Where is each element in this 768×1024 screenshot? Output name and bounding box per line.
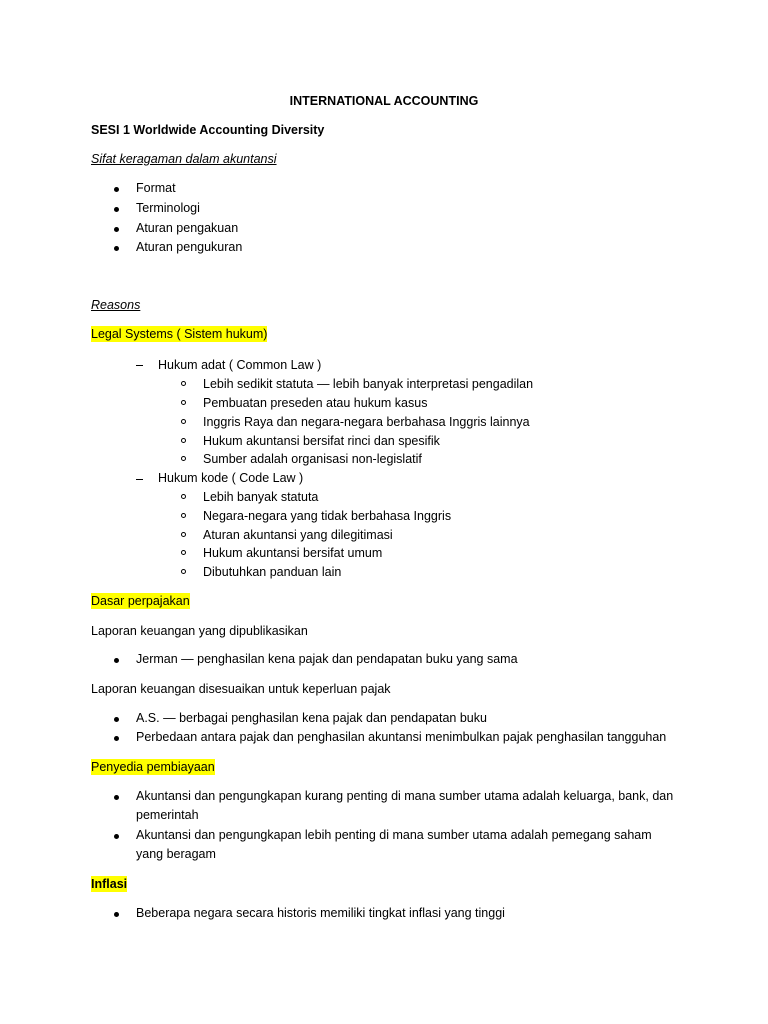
bullet-icon: [114, 655, 122, 663]
circle-bullet-icon: [181, 565, 189, 573]
diversity-heading: Sifat keragaman dalam akuntansi: [91, 152, 277, 166]
adjusted-label: Laporan keuangan disesuaikan untuk keperluan pajak: [91, 682, 391, 696]
bullet-icon: [114, 224, 122, 232]
legal-systems-heading: Legal Systems ( Sistem hukum): [91, 327, 268, 341]
list-item: Akuntansi dan pengungkapan lebih penting di mana sumber utama adalah pemegang saham: [136, 828, 652, 842]
list-item: Sumber adalah organisasi non-legislatif: [203, 452, 422, 466]
list-item: Lebih banyak statuta: [203, 490, 319, 504]
list-item: A.S. — berbagai penghasilan kena pajak dan pendapatan buku: [136, 711, 487, 725]
list-item: Inggris Raya dan negara-negara berbahasa Inggris lainnya: [203, 415, 530, 429]
circle-bullet-icon: [181, 546, 189, 554]
list-item-continuation: pemerintah: [136, 808, 199, 822]
list-item: Beberapa negara secara historis memiliki tingkat inflasi yang tinggi: [136, 906, 505, 920]
circle-bullet-icon: [181, 434, 189, 442]
circle-bullet-icon: [181, 415, 189, 423]
common-law-label: Hukum adat ( Common Law ): [158, 358, 322, 372]
session-heading: SESI 1 Worldwide Accounting Diversity: [91, 123, 325, 137]
list-item: Terminologi: [136, 201, 200, 215]
published-label: Laporan keuangan yang dipublikasikan: [91, 624, 308, 638]
circle-bullet-icon: [181, 528, 189, 536]
list-item: Negara-negara yang tidak berbahasa Inggris: [203, 509, 452, 523]
bullet-icon: [114, 733, 122, 741]
document-title: INTERNATIONAL ACCOUNTING: [289, 94, 479, 108]
bullet-icon: [114, 909, 122, 917]
circle-bullet-icon: [181, 509, 189, 517]
list-item: Jerman — penghasilan kena pajak dan pendapatan buku yang sama: [136, 652, 518, 666]
circle-bullet-icon: [181, 396, 189, 404]
circle-bullet-icon: [181, 377, 189, 385]
bullet-icon: [114, 714, 122, 722]
bullet-icon: [114, 831, 122, 839]
dash-icon: [136, 357, 144, 365]
code-law-label: Hukum kode ( Code Law ): [158, 471, 304, 485]
financing-heading: Penyedia pembiayaan: [91, 760, 215, 774]
bullet-icon: [114, 184, 122, 192]
list-item: Hukum akuntansi bersifat rinci dan spesifik: [203, 434, 440, 448]
list-item: Aturan akuntansi yang dilegitimasi: [203, 528, 393, 542]
list-item-continuation: yang beragam: [136, 847, 216, 861]
circle-bullet-icon: [181, 490, 189, 498]
tax-heading: Dasar perpajakan: [91, 594, 190, 608]
list-item: Lebih sedikit statuta — lebih banyak interpretasi pengadilan: [203, 377, 534, 391]
list-item: Hukum akuntansi bersifat umum: [203, 546, 383, 560]
bullet-icon: [114, 204, 122, 212]
list-item: Akuntansi dan pengungkapan kurang penting di mana sumber utama adalah keluarga, bank, dan: [136, 789, 674, 803]
reasons-heading: Reasons: [91, 298, 141, 312]
circle-bullet-icon: [181, 452, 189, 460]
bullet-icon: [114, 243, 122, 251]
inflation-heading: Inflasi: [91, 877, 128, 891]
list-item: Format: [136, 181, 176, 195]
bullet-icon: [114, 792, 122, 800]
list-item: Dibutuhkan panduan lain: [203, 565, 342, 579]
list-item: Aturan pengakuan: [136, 221, 239, 235]
dash-icon: [136, 471, 144, 479]
list-item: Pembuatan preseden atau hukum kasus: [203, 396, 428, 410]
list-item: Aturan pengukuran: [136, 240, 243, 254]
list-item: Perbedaan antara pajak dan penghasilan akuntansi menimbulkan pajak penghasilan tangguhan: [136, 730, 667, 744]
